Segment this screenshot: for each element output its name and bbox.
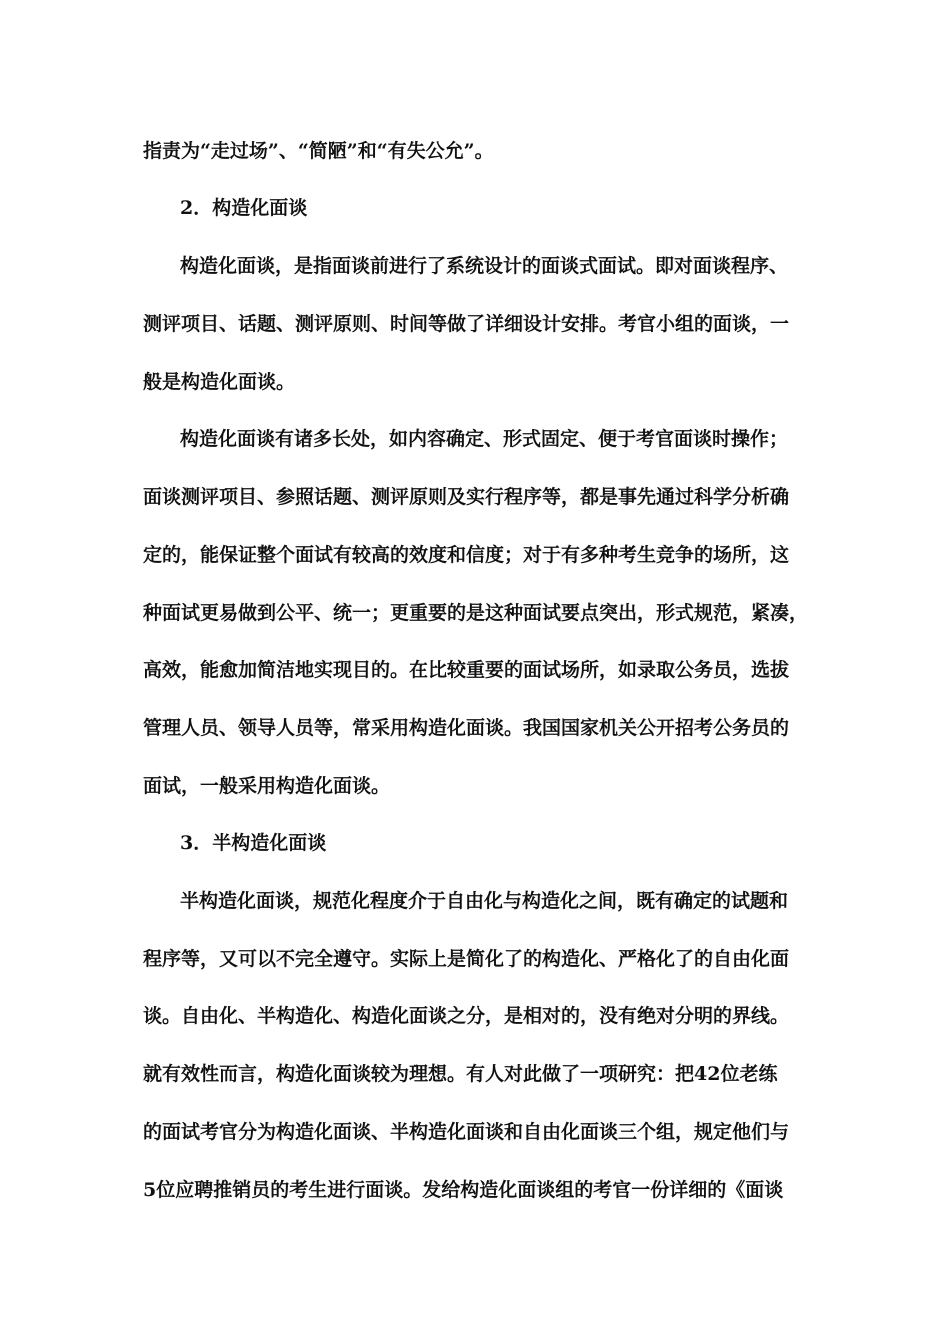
paragraph-line: 的面试考官分为构造化面谈、半构造化面谈和自由化面谈三个组，规定他们与	[143, 1121, 790, 1143]
paragraph-line: 程序等，又可以不完全遵守。实际上是简化了的构造化、严格化了的自由化面	[143, 948, 790, 970]
paragraph-line: 谈。自由化、半构造化、构造化面谈之分，是相对的，没有绝对分明的界线。	[143, 1005, 790, 1027]
paragraph-line: 般是构造化面谈。	[143, 371, 296, 393]
paragraph-line: 管理人员、领导人员等，常采用构造化面谈。我国国家机关公开招考公务员的	[143, 717, 790, 739]
section-heading: 3．半构造化面谈	[180, 832, 327, 854]
paragraph-line: 半构造化面谈，规范化程度介于自由化与构造化之间，既有确定的试题和	[180, 890, 789, 912]
section-heading: 2．构造化面谈	[180, 197, 308, 219]
paragraph-line: 面试，一般采用构造化面谈。	[143, 775, 391, 797]
paragraph-line: 指责为“走过场”、“简陋”和“有失公允”。	[143, 140, 494, 162]
paragraph-line: 5位应聘推销员的考生进行面谈。发给构造化面谈组的考官一份详细的《面谈	[143, 1179, 784, 1201]
paragraph-line: 构造化面谈，是指面谈前进行了系统设计的面谈式面试。即对面谈程序、	[180, 255, 789, 277]
paragraph-line: 面谈测评项目、参照话题、测评原则及实行程序等，都是事先通过科学分析确	[143, 486, 790, 508]
paragraph-line: 就有效性而言，构造化面谈较为理想。有人对此做了一项研究：把42位老练	[143, 1063, 778, 1085]
paragraph-line: 定的，能保证整个面试有较高的效度和信度；对于有多种考生竞争的场所，这	[143, 544, 790, 566]
paragraph-line: 高效，能愈加简洁地实现目的。在比较重要的面试场所，如录取公务员，选拔	[143, 659, 790, 681]
paragraph-line: 测评项目、话题、测评原则、时间等做了详细设计安排。考官小组的面谈，一	[143, 313, 790, 335]
paragraph-line: 构造化面谈有诸多长处，如内容确定、形式固定、便于考官面谈时操作；	[180, 428, 789, 450]
paragraph-line: 种面试更易做到公平、统一；更重要的是这种面试要点突出，形式规范，紧凑，	[143, 602, 809, 624]
